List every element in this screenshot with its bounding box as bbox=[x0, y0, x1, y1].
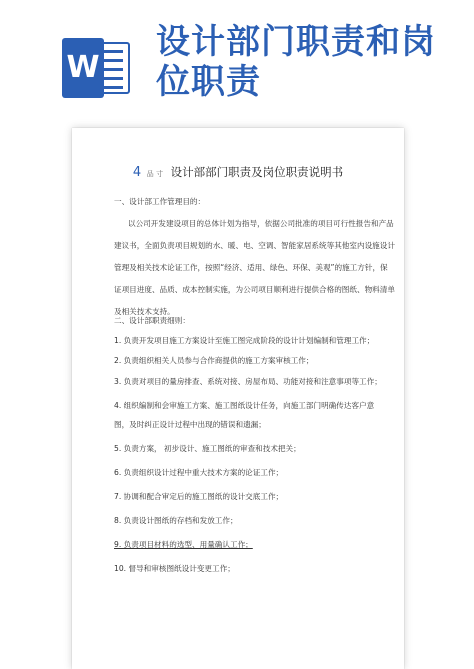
item-4: 4. 组织编制和会审施工方案、施工图纸设计任务，向施工部门明确传达客户意 bbox=[114, 401, 375, 410]
section-2-title: 二、设计部职责细则： bbox=[114, 316, 190, 325]
section-1-title: 一、设计部工作管理目的： bbox=[114, 197, 206, 206]
heading-small-text: 品 寸 bbox=[146, 170, 163, 178]
heading-title: 设计部部门职责及岗位职责说明书 bbox=[170, 165, 344, 179]
word-app-icon bbox=[62, 38, 130, 98]
item-7: 7. 协调和配合审定后的施工图纸的设计交底工作； bbox=[114, 492, 284, 501]
item-3: 3. 负责对项目的量房排查、系统对接、房屋布局、功能对接和注意事项等工作； bbox=[114, 377, 382, 386]
paragraph-line: 证项目进度、品质、成本控制实施，为公司项目顺利进行提供合格的图纸、物料清单 bbox=[114, 285, 395, 294]
paragraph-line: 及相关技术支持。 bbox=[114, 307, 175, 316]
item-4-cont: 图，及时纠正设计过程中出现的错误和遗漏； bbox=[114, 420, 266, 429]
word-badge: W bbox=[62, 38, 104, 98]
paragraph-line: 管理及相关技术论证工作，按照“经济、适用、绿色、环保、美观”的施工方针，保 bbox=[114, 263, 388, 272]
item-9: 9. 负责项目材料的选型、用量确认工作； bbox=[114, 540, 253, 549]
item-8: 8. 负责设计图纸的存档和发放工作； bbox=[114, 516, 238, 525]
item-5: 5. 负责方案， 初步设计、施工图纸的审查和技术把关； bbox=[114, 444, 301, 453]
heading-number: 4 bbox=[132, 165, 142, 180]
section-1-body bbox=[114, 217, 395, 318]
paragraph-line: 建议书，全面负责项目规划的水、暖、电、空调、智能家居系统等其他室内设施设计 bbox=[114, 241, 395, 250]
paragraph-line: 以公司开发建设项目的总体计划为指导，依据公司批准的项目可行性报告和产品 bbox=[128, 219, 394, 228]
cover-title-line-1: 设计部门职责和岗 bbox=[156, 22, 436, 62]
document-heading bbox=[72, 164, 404, 180]
item-10: 10. 督导和审核图纸设计变更工作； bbox=[114, 564, 235, 573]
item-1: 1. 负责开发项目施工方案设计至施工图完成阶段的设计计划编制和管理工作； bbox=[114, 336, 375, 345]
item-2: 2. 负责组织相关人员参与合作商提供的施工方案审核工作； bbox=[114, 356, 314, 365]
cover-title-line-2: 位职责 bbox=[156, 62, 261, 102]
item-6: 6. 负责组织设计过程中重大技术方案的论证工作； bbox=[114, 468, 284, 477]
cover-title bbox=[156, 22, 456, 102]
document-page bbox=[72, 128, 404, 669]
